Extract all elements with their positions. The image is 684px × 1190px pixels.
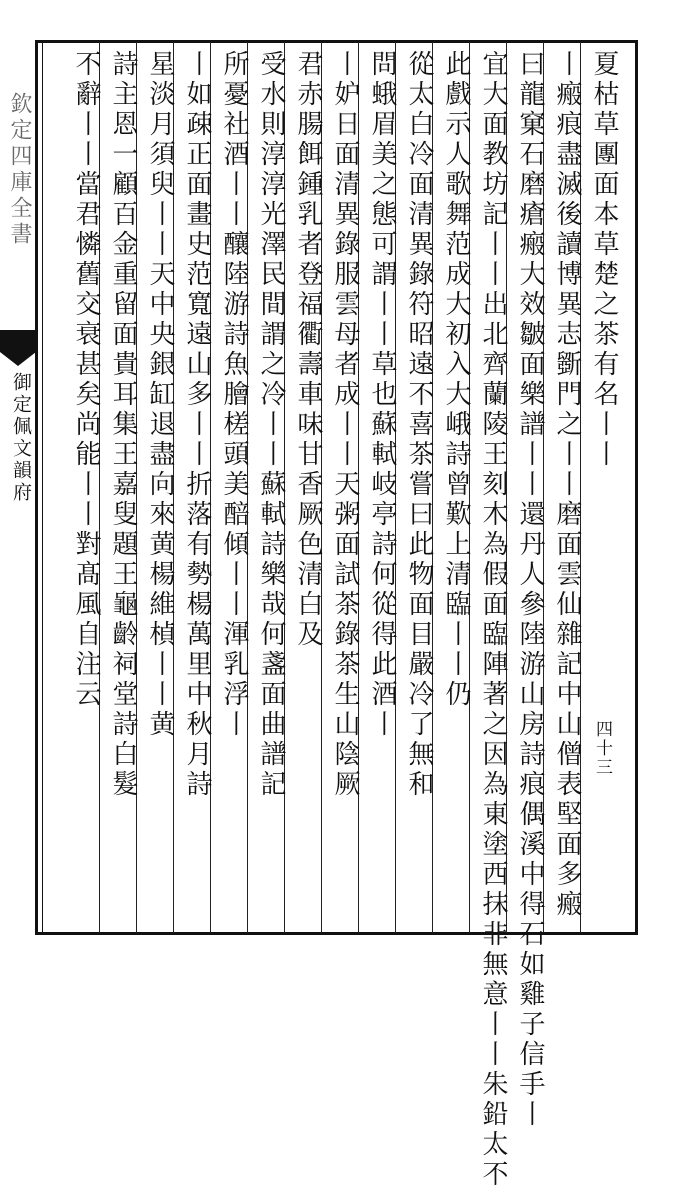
text-column-5: 此戲示人歌舞范成大初入大峨詩曾歎上清臨丨丨仍 [441,50,471,710]
text-column-7: 問蛾眉美之態可謂丨丨草也蘇軾岐亭詩何從得此酒丨 [367,50,397,740]
text-column-15: 不辭丨丨當君憐舊交衰甚矣尚能丨丨對髙風自注云 [71,50,101,710]
margin-book-title: 御定佩文韻府 [10,372,32,504]
text-column-6: 從太白冷面清異錄符昭遠不喜茶嘗曰此物面目嚴冷了無和 [404,50,434,800]
text-column-12: 丨如疎正面畫史范寬遠山多丨丨折落有勢楊萬里中秋月詩 [182,50,212,800]
text-column-8: 丨妒日面清異錄服雲母者成丨丨天粥面試茶錄茶生山陰厥 [330,50,360,800]
text-column-10: 受水則淳淳光澤民間謂之冷丨丨蘇軾詩樂哉何盞面曲譜記 [256,50,286,800]
text-column-14: 詩主恩一顧百金重留面貴耳集王嘉叟題王龜齡祠堂詩白髮 [108,50,138,800]
fish-tail-mark [0,330,37,352]
text-column-3: 曰龍窠石磨瘡瘢大效皺面樂譜丨丨還丹人參陸游山房詩痕偶溪中得石如雞子信手丨 [515,50,545,1130]
text-column-2: 丨瘢痕盡滅後讀博異志斵門之丨丨磨面雲仙雜記中山僧表堅面多瘢 [552,50,582,920]
text-column-9: 君赤腸餌鍾乳者登福衢壽車味甘香厥色清白及 [293,50,323,650]
text-column-11: 所憂社酒丨丨釀陸游詩魚膾槎頭美醅傾丨丨渾乳浮丨 [219,50,249,740]
fish-tail-notch [0,352,36,366]
text-column-4: 宜大面教坊記丨丨出北齊蘭陵王刻木為假面臨陣著之因為東塗西抹非無意丨丨朱鉛太不 [478,50,508,1190]
margin-series-title: 欽定四庫全書 [7,92,32,248]
text-column-13: 星淡月須臾丨丨天中央銀缸退盡向來黄楊維楨丨丨黄 [145,50,175,740]
page-margin [0,40,37,935]
page-number: 四十三 [592,720,612,777]
text-column-1: 夏枯草團面本草楚之茶有名丨丨 [589,50,619,470]
